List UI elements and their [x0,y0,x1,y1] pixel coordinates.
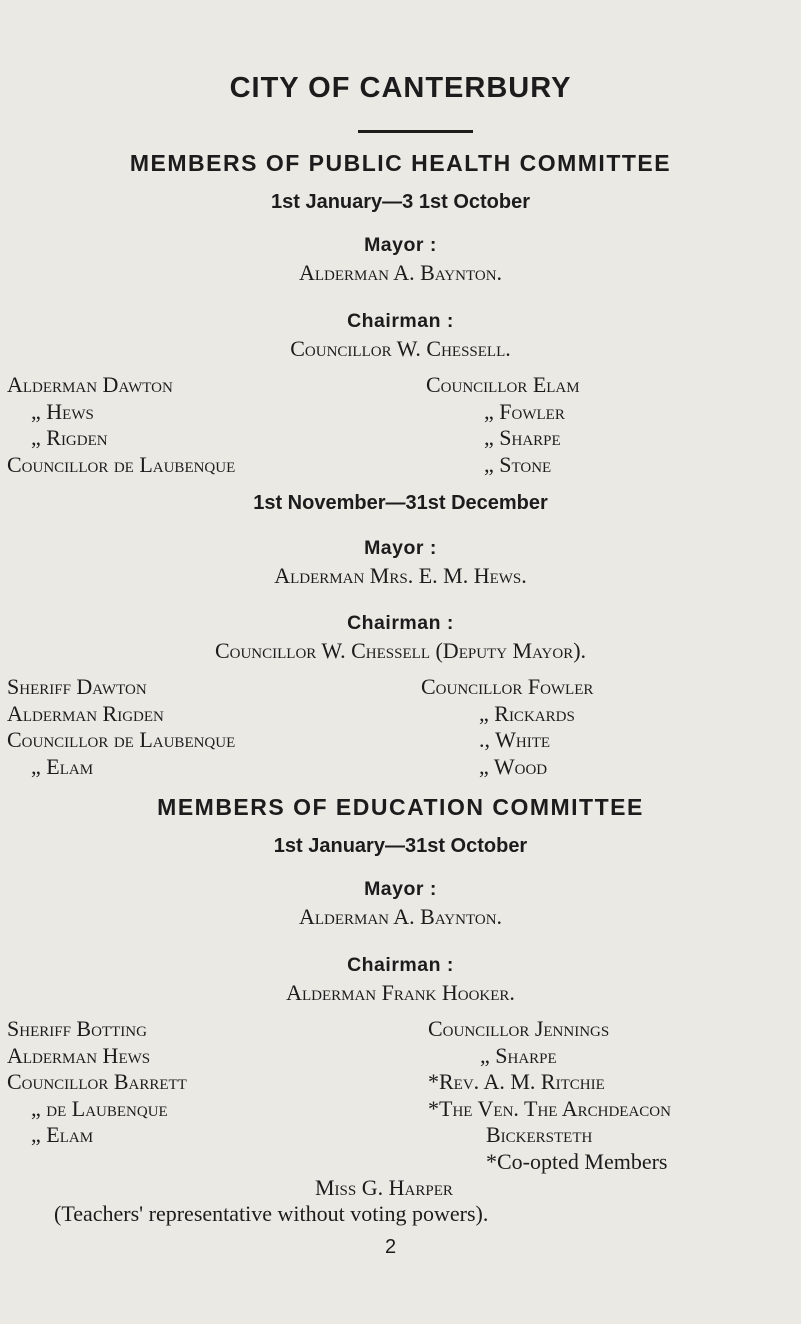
member: „ Hews [31,398,94,424]
coopted-note: *Co-opted Members [486,1148,668,1174]
member: „ Elam [31,753,94,779]
member: Alderman Rigden [7,700,164,726]
page-title: CITY OF CANTERBURY [229,72,572,104]
member: Councillor de Laubenque [7,451,236,477]
member: *Rev. A. M. Ritchie [428,1069,605,1094]
member: Councillor Jennings [428,1016,610,1041]
health-p1-chairman: Councillor W. Chessell. [290,336,511,361]
member: Councillor Barrett [7,1069,187,1094]
health-committee-heading: MEMBERS OF PUBLIC HEALTH COMMITTEE [129,150,672,176]
education-chairman-label: Chairman : [347,954,454,976]
health-p1-chairman-label: Chairman : [347,310,454,332]
member: Councillor Elam [426,372,580,397]
member: ., White [479,727,551,752]
member: „ Sharpe [480,1042,557,1068]
education-chairman: Alderman Frank Hooker. [286,980,515,1005]
teachers-representative-note: (Teachers' representative without voting powers). [54,1201,489,1226]
member: Councillor Fowler [421,674,594,699]
health-period-2-label: 1st November—31st December [253,492,548,514]
education-mayor: Alderman A. Baynton. [298,904,503,929]
member: *The Ven. The Archdeacon [428,1095,671,1121]
member: Bickersteth [486,1122,593,1147]
health-p2-right-members [421,674,593,780]
health-p1-mayor: Alderman A. Baynton. [298,260,503,285]
education-period-label: 1st January—31st October [273,835,528,857]
teachers-representative-name: Miss G. Harper [315,1175,453,1200]
education-left-members [7,1016,187,1149]
education-right-members [428,1016,671,1175]
health-period-1-label: 1st January—3 1st October [271,191,530,213]
health-p1-right-members [426,372,580,478]
education-mayor-label: Mayor : [364,878,437,900]
member: Alderman Dawton [7,372,173,397]
health-p2-chairman-label: Chairman : [347,612,454,634]
member: „ Stone [484,451,552,477]
health-p2-mayor: Alderman Mrs. E. M. Hews. [274,563,527,588]
member: Sheriff Dawton [7,674,147,699]
health-p2-mayor-label: Mayor : [364,537,437,559]
page-number: 2 [385,1236,397,1258]
member: „ Wood [479,753,548,779]
member: Alderman Hews [7,1042,151,1068]
title-rule [358,130,473,133]
member: „ Sharpe [484,425,561,450]
member: „ Rigden [31,425,108,450]
member: „ Rickards [479,700,575,726]
member: „ Elam [31,1122,94,1147]
member: Councillor de Laubenque [7,727,236,752]
health-p2-chairman: Councillor W. Chessell (Deputy Mayor). [214,638,587,663]
health-p1-left-members [7,372,235,478]
health-p2-left-members [7,674,235,780]
health-p1-mayor-label: Mayor : [364,234,437,256]
member: „ de Laubenque [31,1095,168,1121]
education-committee-heading: MEMBERS OF EDUCATION COMMITTEE [157,794,644,820]
member: Sheriff Botting [7,1016,147,1041]
member: „ Fowler [484,398,565,424]
